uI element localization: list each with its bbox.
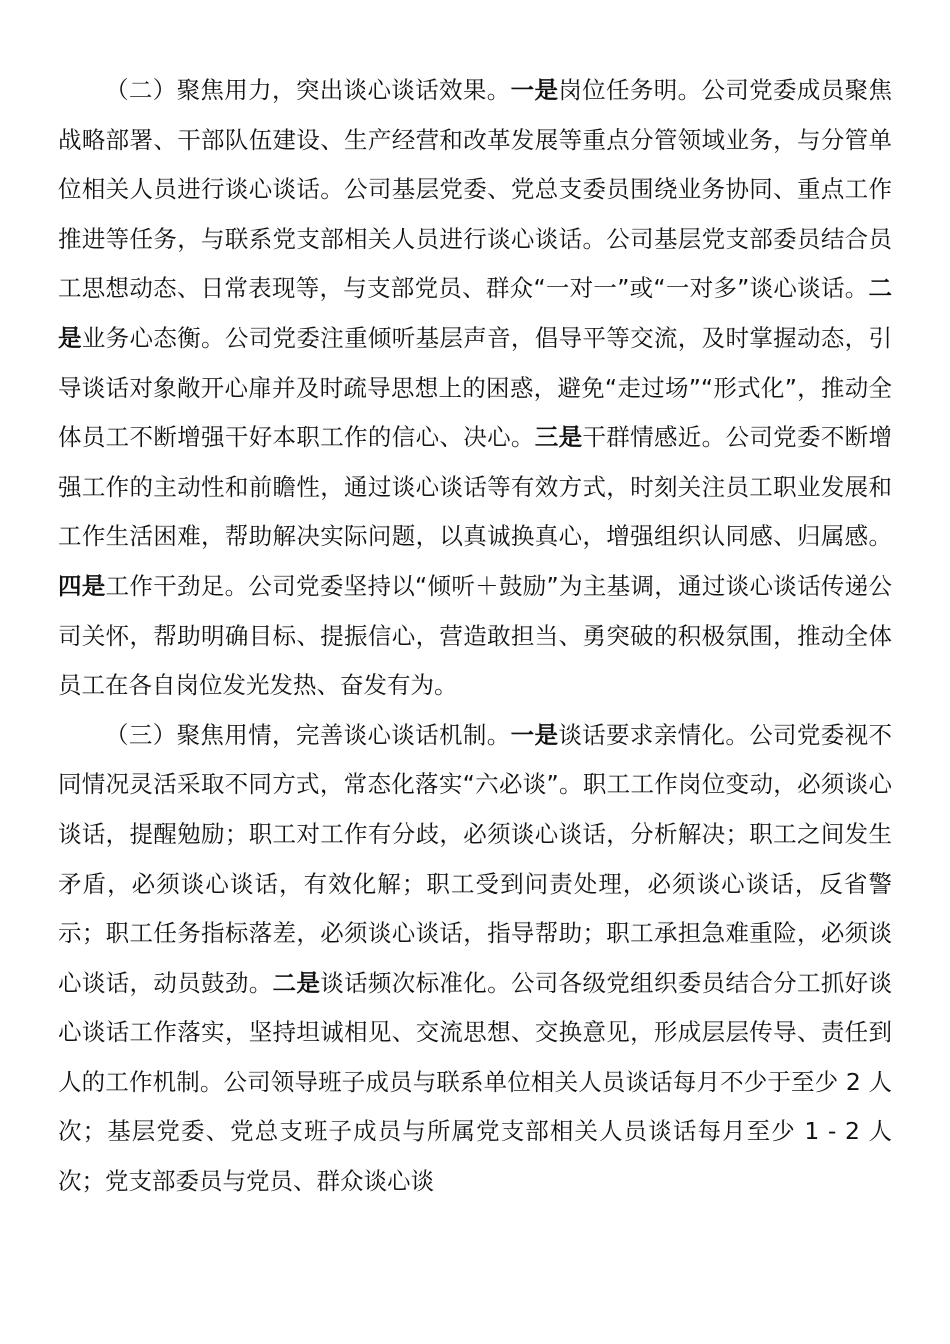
paragraph-focus-emotion	[58, 711, 892, 1207]
point-text: 业务心态衡。公司党委注重倾听基层声音，倡导平等交流，及时掌握动态，引导谈话对象敞开心扉并及时疏导思想上的困惑，避免“走过场”“形式化”，推动全体员工不断增强干好本职工作的信心、决心。	[58, 323, 893, 452]
point-text: 谈话要求亲情化。公司党委视不同情况灵活采取不同方式，常态化落实“六必谈”。职工工作岗位变动，必须谈心谈话，提醒勉励；职工对工作有分歧，必须谈心谈话，分析解决；职工之间发生矛盾，必须谈心谈话，有效化解；职工受到问责处理，必须谈心谈话，反省警示；职工任务指标落差，必须谈心谈话，指导帮助；职工承担急难重险，必须谈心谈话，动员鼓劲。	[58, 720, 892, 997]
point-text: 干群情感近。公司党委不断增强工作的主动性和前瞻性，通过谈心谈话等有效方式，时刻关注员工职业发展和工作生活困难，帮助解决实际问题，以真诚换真心，增强组织认同感、归属感。	[58, 423, 893, 551]
point-marker: 三是	[534, 423, 583, 452]
point-marker: 二是	[58, 274, 892, 352]
paragraph-focus-effort	[58, 66, 892, 711]
document-page	[58, 66, 892, 1207]
point-marker: 二是	[272, 968, 321, 997]
section-heading: （二）聚焦用力，突出谈心谈话效果。	[105, 76, 511, 104]
point-marker: 四是	[58, 571, 106, 600]
point-marker: 一是	[510, 76, 559, 104]
point-text: 岗位任务明。公司党委成员聚焦战略部署、干部队伍建设、生产经营和改革发展等重点分管领域业务，与分管单位相关人员进行谈心谈话。公司基层党委、党总支委员围绕业务协同、重点工作推进等任务，与联系党支部相关人员进行谈心谈话。公司基层党支部委员结合员工思想动态、日常表现等，与支部党员、群众“一对一”或“一对多”谈心谈话。	[58, 76, 892, 303]
point-text: 谈话频次标准化。公司各级党组织委员结合分工抓好谈心谈话工作落实，坚持坦诚相见、交流思想、交换意见，形成层层传导、责任到人的工作机制。公司领导班子成员与联系单位相关人员谈话每月不少于至少 2 人次；基层党委、党总支班子成员与所属党支部相关人员谈话每月至少 1 - 2 人次；党支部委员与党员、群众谈心谈	[58, 968, 893, 1196]
point-text: 工作干劲足。公司党委坚持以“倾听＋鼓励”为主基调，通过谈心谈话传递公司关怀，帮助明确目标、提振信心，营造敢担当、勇突破的积极氛围，推动全体员工在各自岗位发光发热、奋发有为。	[58, 571, 892, 700]
section-heading: （三）聚焦用情，完善谈心谈话机制。	[105, 720, 511, 749]
point-marker: 一是	[510, 720, 559, 749]
